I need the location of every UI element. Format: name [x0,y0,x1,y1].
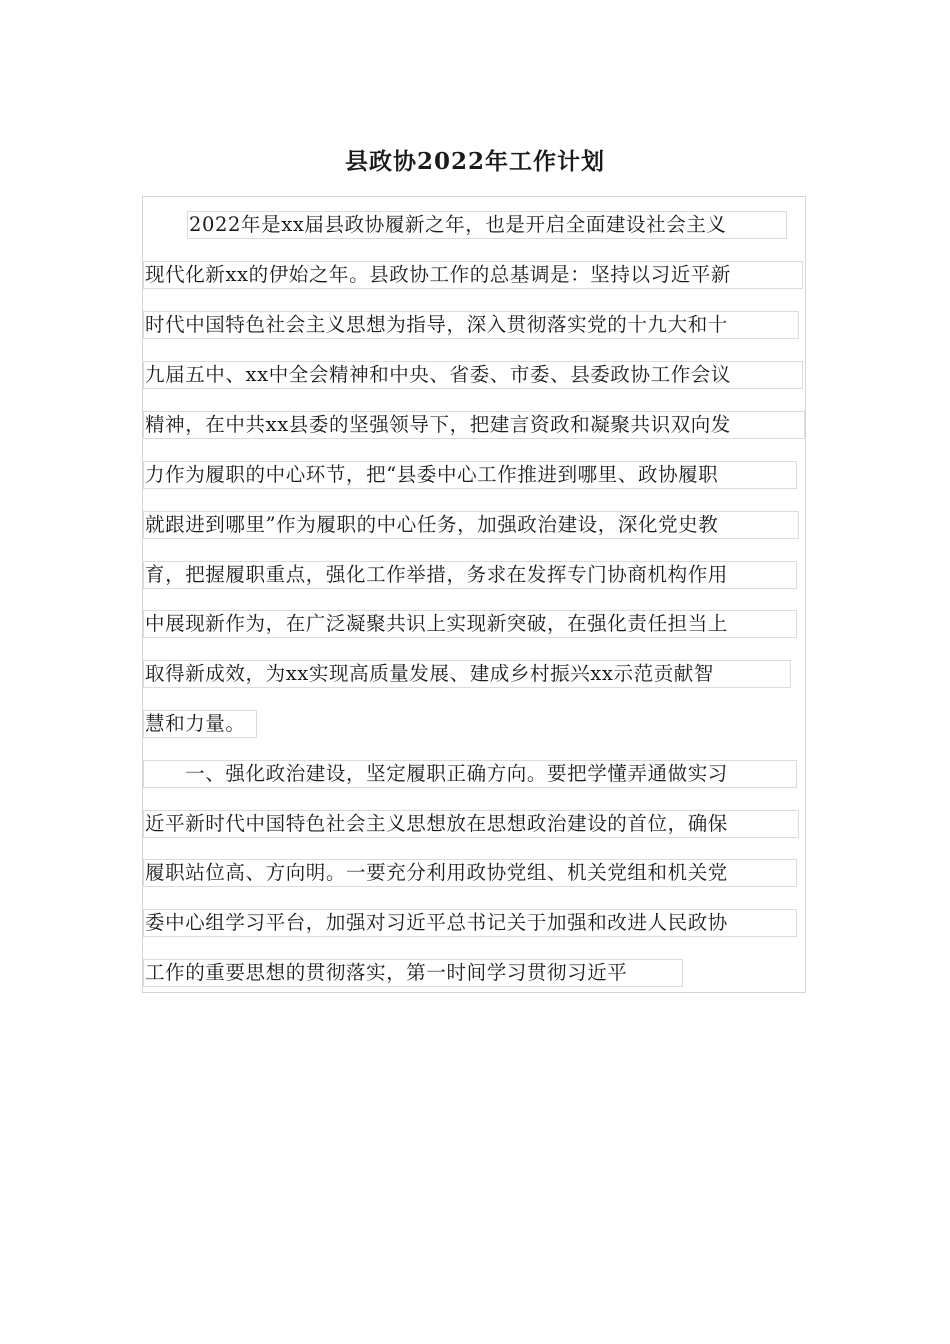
text-line: 中展现新作为，在广泛凝聚共识上实现新突破，在强化责任担当上 [143,610,797,638]
text-line: 取得新成效，为xx实现高质量发展、建成乡村振兴xx示范贡献智 [143,660,791,688]
text-line: 时代中国特色社会主义思想为指导，深入贯彻落实党的十九大和十 [143,311,799,339]
document-title: 县政协2022年工作计划 [344,148,605,175]
text-line: 履职站位高、方向明。一要充分利用政协党组、机关党组和机关党 [143,859,797,887]
text-line: 现代化新xx的伊始之年。县政协工作的总基调是：坚持以习近平新 [143,261,803,289]
text-line: 九届五中、xx中全会精神和中央、省委、市委、县委政协工作会议 [143,361,803,389]
text-line: 委中心组学习平台，加强对习近平总书记关于加强和改进人民政协 [143,909,797,937]
text-line: 就跟进到哪里”作为履职的中心任务，加强政治建设，深化党史教 [143,511,799,539]
text-line: 育，把握履职重点，强化工作举措，务求在发挥专门协商机构作用 [143,561,797,589]
text-line: 工作的重要思想的贯彻落实，第一时间学习贯彻习近平 [143,959,683,987]
text-line: 一、强化政治建设，坚定履职正确方向。要把学懂弄通做实习 [143,760,797,788]
text-line: 精神，在中共xx县委的坚强领导下，把建言资政和凝聚共识双向发 [143,411,805,439]
text-line: 力作为履职的中心环节，把“县委中心工作推进到哪里、政协履职 [143,461,797,489]
text-line: 近平新时代中国特色社会主义思想放在思想政治建设的首位，确保 [143,810,799,838]
text-line: 2022年是xx届县政协履新之年，也是开启全面建设社会主义 [187,211,787,239]
text-line: 慧和力量。 [143,710,257,738]
